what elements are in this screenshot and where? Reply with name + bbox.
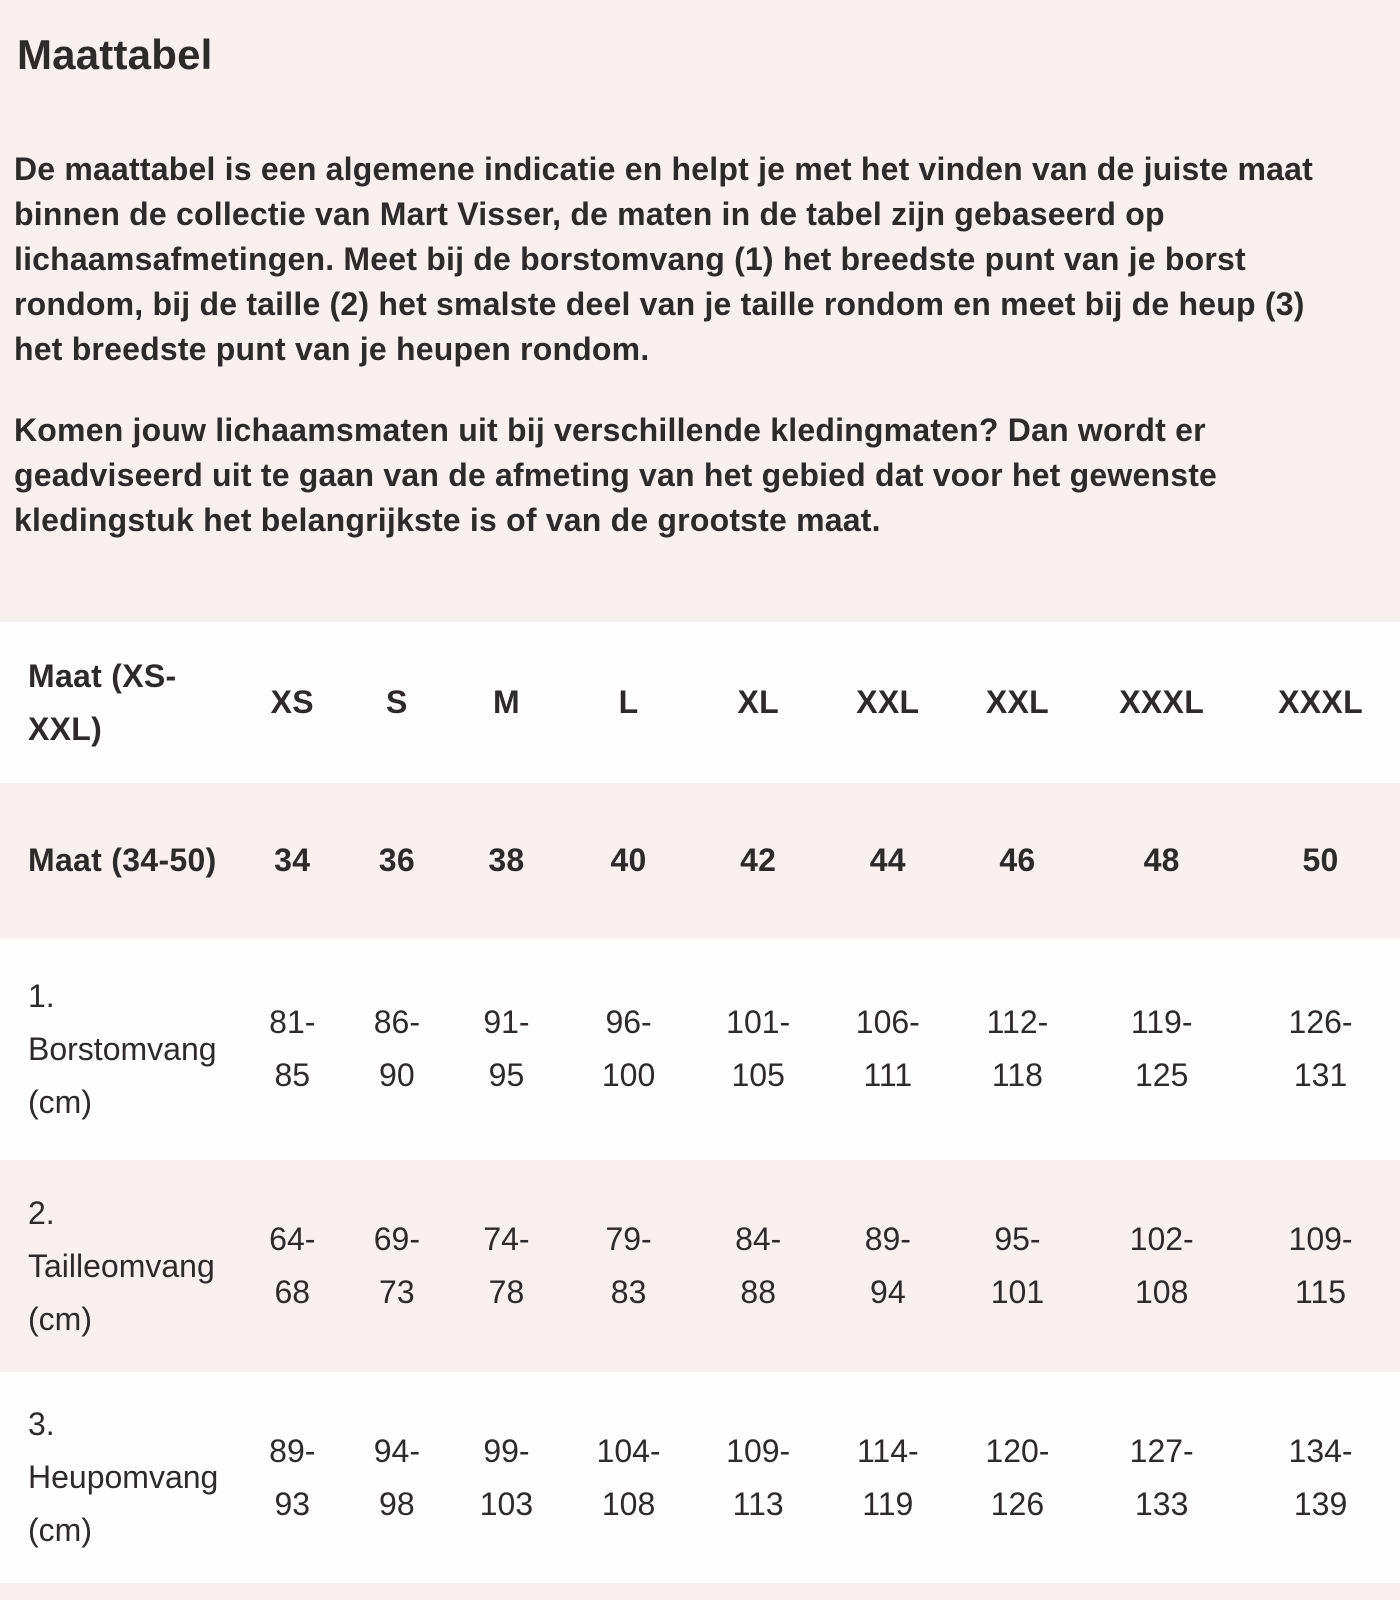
size-value-cell: XXL bbox=[985, 684, 1049, 720]
size-value-cell: 42 bbox=[740, 842, 777, 878]
size-value-cell: 91- 95 bbox=[483, 1004, 530, 1093]
size-value-cell: 109- 113 bbox=[726, 1432, 791, 1522]
size-value-cell: 38 bbox=[488, 842, 525, 878]
size-value-cell: 64- 68 bbox=[269, 1221, 316, 1310]
size-value-cell: 106- 111 bbox=[855, 1004, 920, 1093]
table-row bbox=[0, 1160, 1400, 1372]
size-value-cell: M bbox=[492, 684, 520, 720]
size-value-cell: 86- 90 bbox=[373, 1004, 420, 1093]
size-value-cell: 34 bbox=[274, 842, 311, 878]
table-row bbox=[0, 1372, 1400, 1583]
row-label: Maat (34-50) bbox=[28, 842, 217, 878]
row-label: Maat (XS-XXL) bbox=[28, 657, 177, 747]
size-value-cell: 112- 118 bbox=[986, 1004, 1049, 1093]
size-value-cell: XXL bbox=[856, 684, 920, 720]
size-value-cell: 134- 139 bbox=[1288, 1432, 1353, 1522]
size-value-cell: 101- 105 bbox=[726, 1004, 791, 1093]
size-value-cell: 102- 108 bbox=[1129, 1221, 1194, 1310]
size-value-cell: XL bbox=[737, 684, 779, 720]
size-value-cell: 126- 131 bbox=[1288, 1004, 1353, 1093]
size-value-cell: 89- 93 bbox=[269, 1432, 316, 1522]
size-value-cell: 120- 126 bbox=[985, 1432, 1050, 1522]
intro-paragraph-advice: Komen jouw lichaamsmaten uit bij verschillende kledingmaten? Dan wordt er geadviseerd uit te gaan van de afmeting van het gebied dat voor het gewenste kledingstuk het belangrijkste is of van de grootste maat. bbox=[14, 412, 1218, 538]
size-table bbox=[0, 622, 1400, 1583]
size-value-cell: 95- 101 bbox=[990, 1221, 1045, 1310]
size-value-cell: 114- 119 bbox=[856, 1432, 919, 1522]
size-value-cell: L bbox=[618, 684, 639, 720]
intro-paragraph-measuring: De maattabel is een algemene indicatie en helpt je met het vinden van de juiste maat binnen de collectie van Mart Visser, de maten in de tabel zijn gebaseerd op lichaamsafmetingen. Meet bij de borstomvang (1) het breedste punt van je borst rondom, bij de taille (2) het smalste deel van je taille rondom en meet bij de heup (3) het breedste punt van je heupen rondom. bbox=[14, 151, 1313, 367]
size-value-cell: XXXL bbox=[1278, 684, 1363, 720]
table-row bbox=[0, 783, 1400, 938]
size-value-cell: 99- 103 bbox=[479, 1432, 534, 1522]
table-row bbox=[0, 622, 1400, 783]
row-label: 3. Heupomvang (cm) bbox=[28, 1406, 219, 1548]
size-value-cell: 44 bbox=[869, 842, 906, 878]
size-value-cell: 46 bbox=[999, 842, 1036, 878]
size-value-cell: S bbox=[386, 684, 408, 720]
row-label: 1. Borstomvang (cm) bbox=[28, 977, 217, 1120]
size-value-cell: 127- 133 bbox=[1129, 1432, 1194, 1522]
size-value-cell: 84- 88 bbox=[735, 1221, 782, 1310]
row-label: 2. Tailleomvang (cm) bbox=[28, 1194, 215, 1337]
size-value-cell: 81- 85 bbox=[269, 1004, 316, 1093]
size-value-cell: 74- 78 bbox=[483, 1221, 530, 1310]
size-value-cell: XXXL bbox=[1119, 684, 1205, 720]
size-value-cell: 89- 94 bbox=[864, 1221, 911, 1310]
size-value-cell: 96- 100 bbox=[601, 1004, 656, 1093]
size-value-cell: 104- 108 bbox=[596, 1432, 661, 1522]
size-value-cell: 94- 98 bbox=[373, 1432, 420, 1522]
size-value-cell: 69- 73 bbox=[373, 1221, 420, 1310]
page-title: Maattabel bbox=[17, 31, 213, 78]
size-value-cell: 119- 125 bbox=[1130, 1004, 1193, 1093]
size-value-cell: 50 bbox=[1302, 842, 1339, 878]
size-value-cell: 36 bbox=[378, 842, 415, 878]
intro-section bbox=[0, 0, 1400, 622]
table-row bbox=[0, 938, 1400, 1160]
size-value-cell: 79- 83 bbox=[605, 1221, 652, 1310]
size-value-cell: 109- 115 bbox=[1288, 1221, 1353, 1310]
size-value-cell: XS bbox=[270, 684, 314, 720]
size-value-cell: 48 bbox=[1143, 842, 1180, 878]
size-value-cell: 40 bbox=[610, 842, 647, 878]
